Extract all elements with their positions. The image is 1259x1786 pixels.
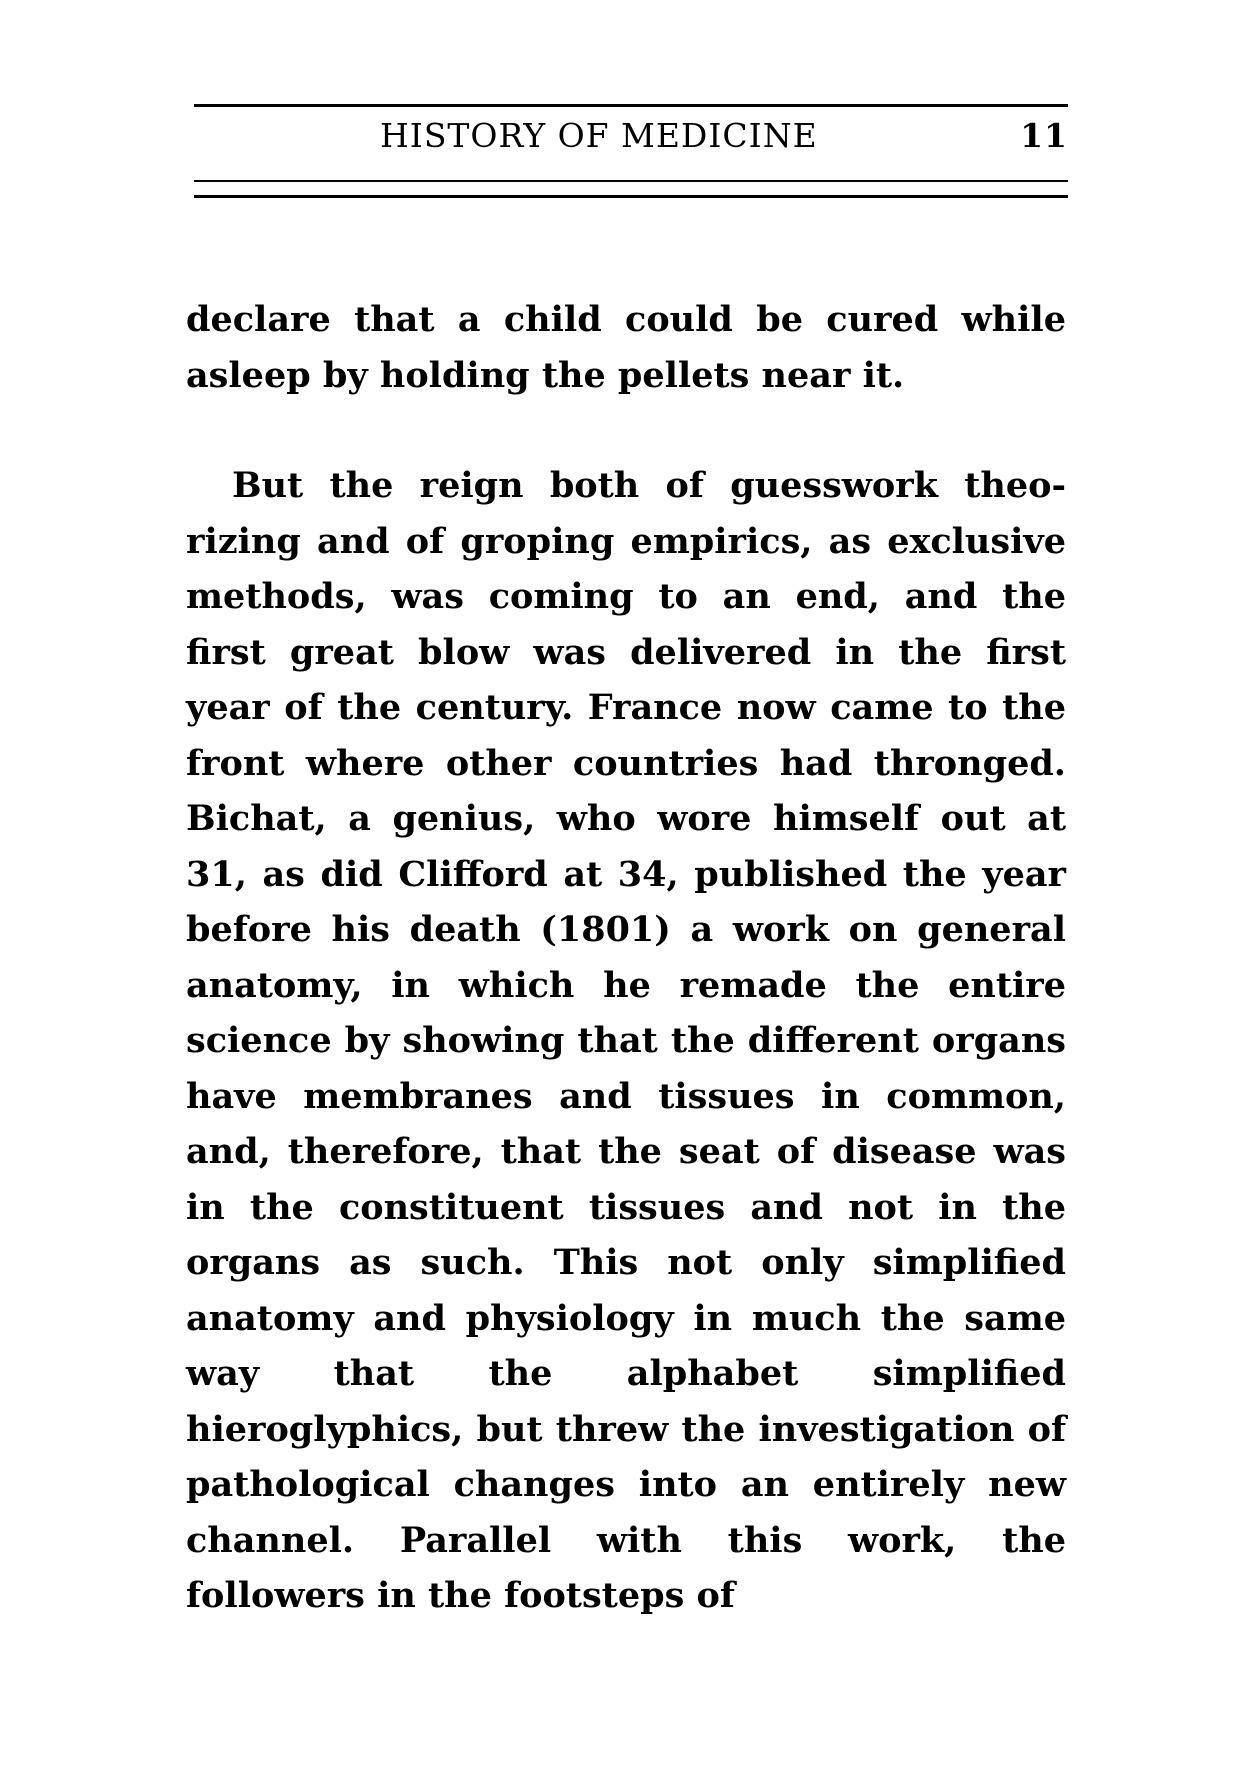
body-text bbox=[186, 292, 1066, 1624]
running-title: HISTORY OF MEDICINE bbox=[380, 116, 818, 155]
paragraph-continued: declare that a child could be cured while asleep by holding the pellets near it. bbox=[186, 299, 1066, 396]
page-number: 11 bbox=[1020, 116, 1068, 155]
header-rule-lower bbox=[194, 195, 1068, 198]
running-head bbox=[194, 114, 1068, 164]
paragraph: But the reign both of guesswork theorizing and of groping empirics, as exclusive methods, was coming to an end, and the first great blow was delivered in the first year of the century. France now came to the front where other countries had thronged. Bichat, a genius, who wore himself out at 31, as did Clifford at 34, published the year before his death (1801) a work on general anatomy, in which he remade the entire science by showing that the different organs have membranes and tissues in common, and, therefore, that the seat of disease was in the constituent tissues and not in the organs as such. This not only simplified anatomy and physiology in much the same way that the alphabet simplified hieroglyphics, but threw the investigation of pathological changes into an entirely new channel. Parallel with this work, the followers in the footsteps of bbox=[186, 465, 1066, 1616]
header-top-rule bbox=[194, 104, 1068, 107]
header-rule-upper bbox=[194, 180, 1068, 182]
